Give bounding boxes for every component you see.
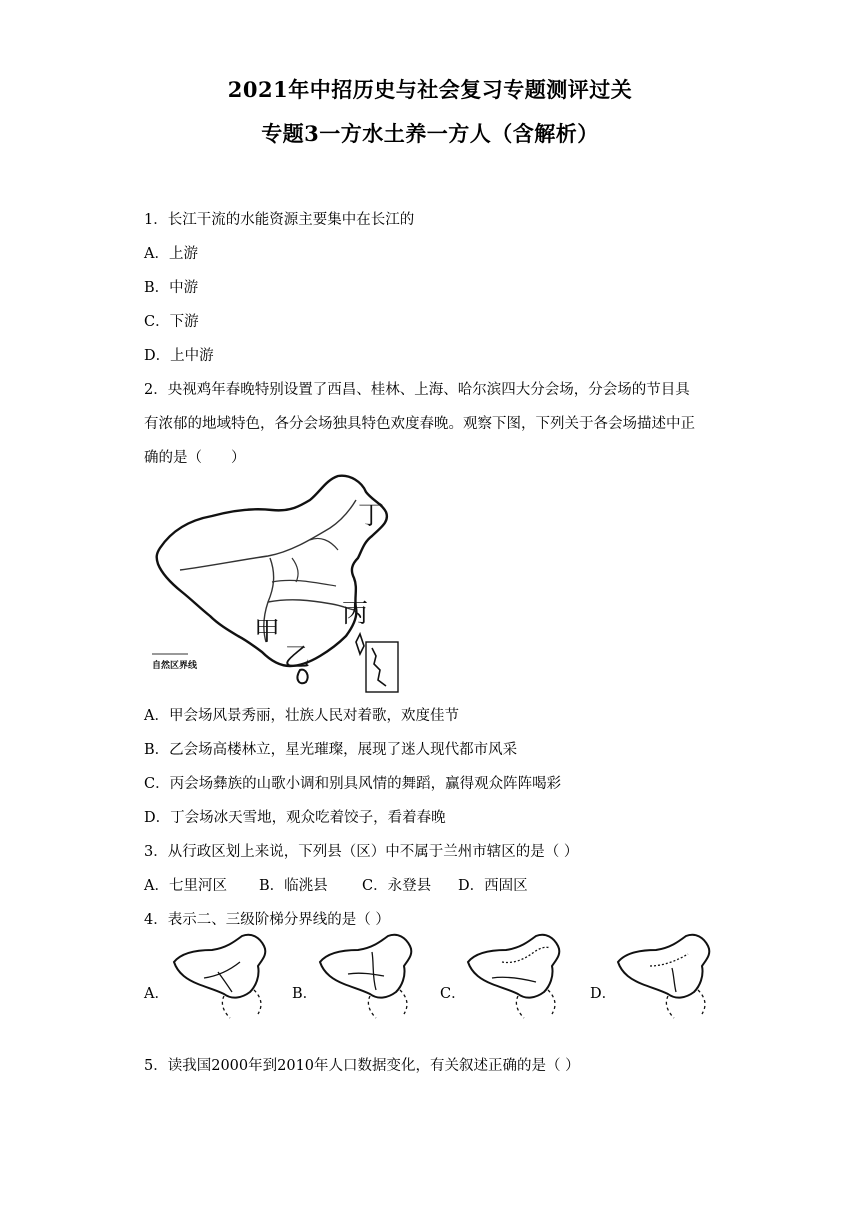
question-3-option-c: C．永登县 xyxy=(362,878,432,894)
question-4-option-c-label: C． xyxy=(440,986,466,1002)
question-3-stem: 3．从行政区划上来说，下列县（区）中不属于兰州市辖区的是（ ） xyxy=(144,844,579,860)
question-4-option-a-map xyxy=(168,932,286,1020)
document-subtitle: 专题3一方水土养一方人（含解析） xyxy=(261,121,599,146)
map-legend-label: 自然区界线 xyxy=(152,661,198,671)
question-3-option-a: A．七里河区 xyxy=(144,878,227,894)
document-title: 2021年中招历史与社会复习专题测评过关 xyxy=(227,77,633,102)
question-3-options xyxy=(144,874,528,895)
question-4-option-d-map xyxy=(612,932,730,1020)
question-4-option-c-map xyxy=(462,932,580,1020)
question-4-option-d-label: D． xyxy=(590,986,617,1002)
question-4-option-b-label: B． xyxy=(292,986,318,1002)
question-2-option-d: D．丁会场冰天雪地，观众吃着饺子，看着春晚 xyxy=(144,810,446,826)
question-1-option-c: C．下游 xyxy=(144,314,199,330)
question-2-option-a: A．甲会场风景秀丽，壮族人民对着歌，欢度佳节 xyxy=(144,708,459,724)
question-2-stem-line-3: 确的是（ ） xyxy=(144,450,246,466)
question-4-option-a-label: A． xyxy=(144,986,169,1002)
question-1-option-a: A．上游 xyxy=(144,246,198,262)
question-2-stem-line-1: 2．央视鸡年春晚特别设置了西昌、桂林、上海、哈尔滨四大分会场，分会场的节目具 xyxy=(144,382,690,398)
question-2-option-c: C．丙会场彝族的山歌小调和别具风情的舞蹈，赢得观众阵阵喝彩 xyxy=(144,776,562,792)
map-label-bing: 丙 xyxy=(342,599,369,629)
question-3-option-b: B．临洮县 xyxy=(259,878,328,894)
map-label-yi: 乙 xyxy=(284,643,311,673)
question-1-stem: 1．长江干流的水能资源主要集中在长江的 xyxy=(144,212,415,228)
china-outline-map xyxy=(150,470,402,698)
question-3-option-d: D．西固区 xyxy=(458,878,528,894)
question-2-option-b: B．乙会场高楼林立，星光璀璨，展现了迷人现代都市风采 xyxy=(144,742,518,758)
question-5-stem: 5．读我国2000年到2010年人口数据变化，有关叙述正确的是（ ） xyxy=(144,1058,580,1074)
question-4-option-b-map xyxy=(314,932,432,1020)
china-map-figure xyxy=(150,470,402,698)
question-1-option-d: D．上中游 xyxy=(144,348,214,364)
map-label-ding: 丁 xyxy=(358,501,385,531)
question-2-stem-line-2: 有浓郁的地域特色，各分会场独具特色欢度春晚。观察下图，下列关于各会场描述中正 xyxy=(144,416,695,432)
question-1-option-b: B．中游 xyxy=(144,280,199,296)
question-4-stem: 4．表示二、三级阶梯分界线的是（ ） xyxy=(144,912,390,928)
map-label-jia: 甲 xyxy=(254,617,281,647)
